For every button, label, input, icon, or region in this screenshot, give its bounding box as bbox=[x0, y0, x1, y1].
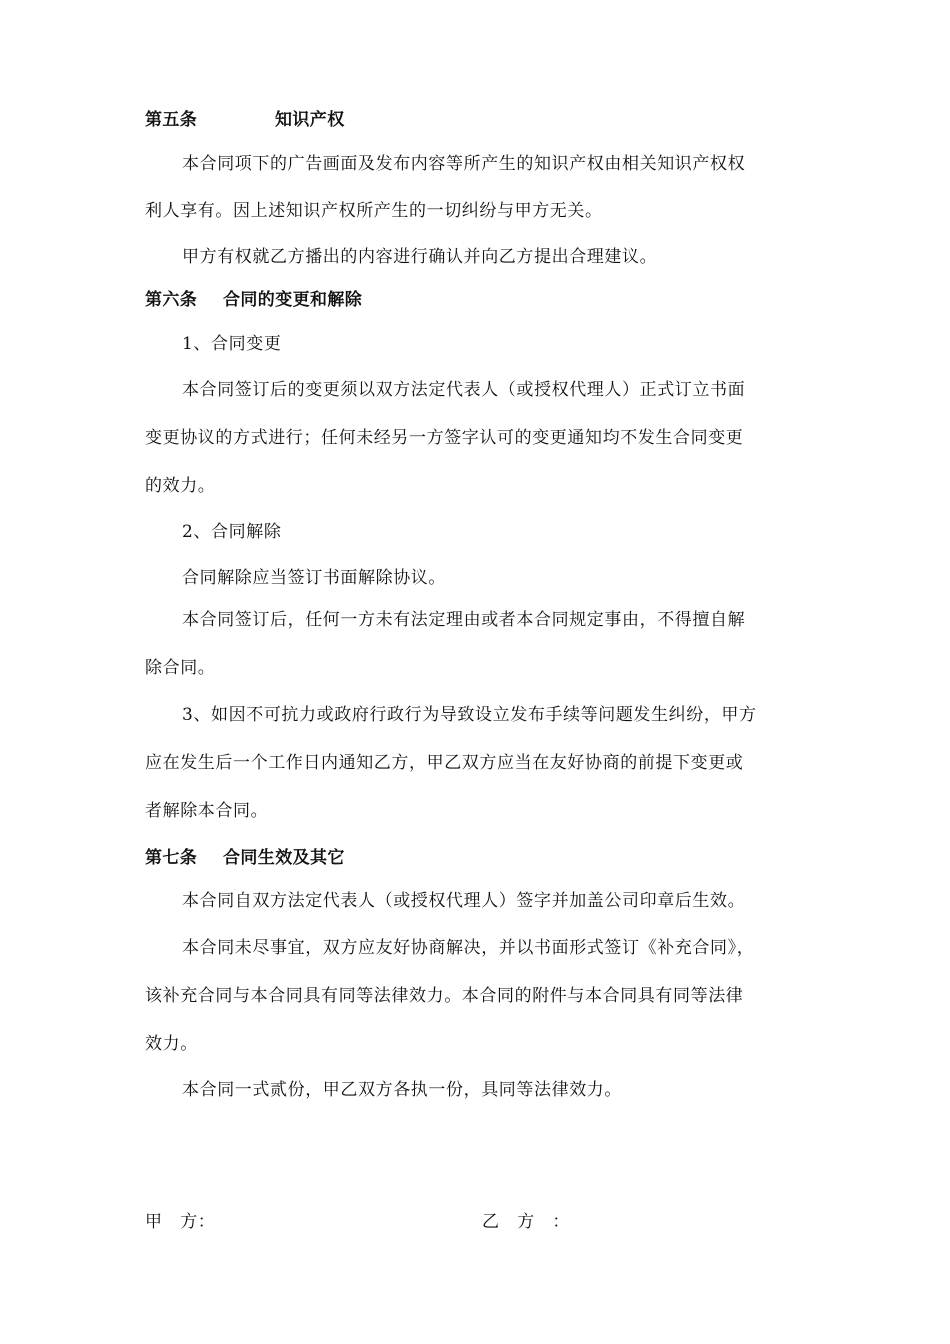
article-number: 第六条 bbox=[145, 290, 198, 310]
paragraph-line: 本合同自双方法定代表人（或授权代理人）签字并加盖公司印章后生效。 bbox=[182, 891, 746, 911]
paragraph-line: 本合同签订后的变更须以双方法定代表人（或授权代理人）正式订立书面 bbox=[182, 380, 746, 400]
paragraph-line: 本合同项下的广告画面及发布内容等所产生的知识产权由相关知识产权权 bbox=[182, 154, 746, 174]
paragraph-line: 本合同未尽事宜，双方应友好协商解决，并以书面形式签订《补充合同》， bbox=[182, 938, 755, 958]
subsection-heading: 2、合同解除 bbox=[182, 522, 282, 542]
paragraph-line: 者解除本合同。 bbox=[145, 801, 269, 821]
article-number: 第七条 bbox=[145, 848, 198, 868]
article-5-heading bbox=[145, 108, 810, 132]
paragraph-line: 该补充合同与本合同具有同等法律效力。本合同的附件与本合同具有同等法律 bbox=[145, 986, 744, 1006]
paragraph-line: 效力。 bbox=[145, 1034, 198, 1054]
article-6-heading bbox=[145, 288, 810, 312]
article-title: 合同生效及其它 bbox=[223, 848, 345, 868]
article-7-heading bbox=[145, 846, 810, 870]
party-b-signature-label: 乙 方 ： bbox=[482, 1212, 570, 1232]
paragraph-line: 3、如因不可抗力或政府行政行为导致设立发布手续等问题发生纠纷，甲方 bbox=[182, 705, 757, 725]
paragraph-line: 本合同签订后，任何一方未有法定理由或者本合同规定事由，不得擅自解 bbox=[182, 610, 746, 630]
paragraph-line: 的效力。 bbox=[145, 476, 216, 496]
paragraph-line: 应在发生后一个工作日内通知乙方，甲乙双方应当在友好协商的前提下变更或 bbox=[145, 753, 744, 773]
article-title: 合同的变更和解除 bbox=[223, 290, 363, 310]
paragraph-line: 合同解除应当签订书面解除协议。 bbox=[182, 568, 446, 588]
paragraph-line: 除合同。 bbox=[145, 658, 216, 678]
article-title: 知识产权 bbox=[275, 110, 345, 130]
party-a-signature-label: 甲 方： bbox=[145, 1212, 216, 1232]
paragraph-line: 利人享有。因上述知识产权所产生的一切纠纷与甲方无关。 bbox=[145, 201, 603, 221]
article-number: 第五条 bbox=[145, 110, 198, 130]
paragraph-line: 甲方有权就乙方播出的内容进行确认并向乙方提出合理建议。 bbox=[182, 247, 658, 267]
subsection-heading: 1、合同变更 bbox=[182, 334, 282, 354]
paragraph-line: 变更协议的方式进行；任何未经另一方签字认可的变更通知均不发生合同变更 bbox=[145, 428, 744, 448]
paragraph-line: 本合同一式贰份，甲乙双方各执一份，具同等法律效力。 bbox=[182, 1080, 622, 1100]
